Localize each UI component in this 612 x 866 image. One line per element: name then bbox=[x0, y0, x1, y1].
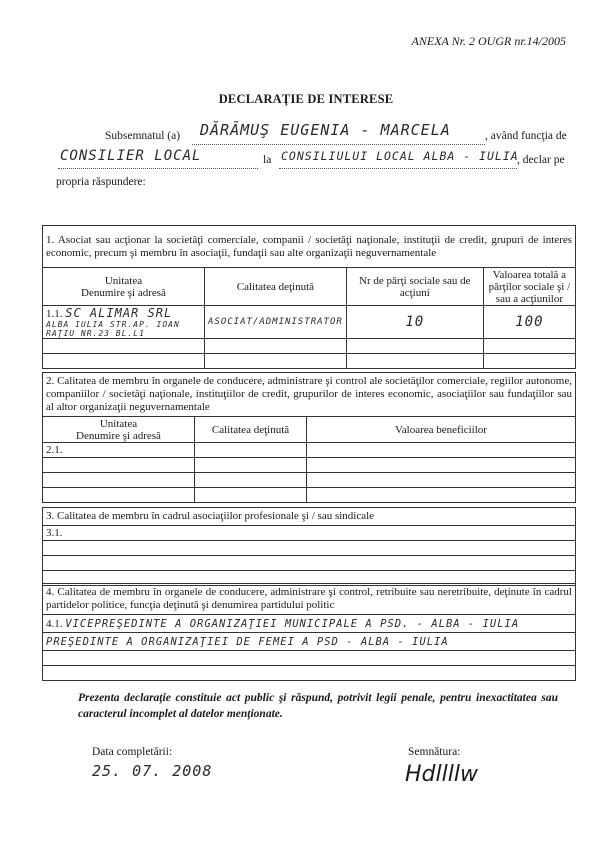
section1-table bbox=[42, 225, 576, 369]
s2-col-unit: Unitatea Denumire şi adresă bbox=[43, 417, 195, 443]
s1-empty-cell bbox=[205, 354, 347, 369]
s1-empty-cell bbox=[205, 339, 347, 354]
s2-empty-cell bbox=[195, 488, 307, 503]
s4-function-1: VICEPREŞEDINTE A ORGANIZAŢIEI MUNICIPALE A PSD. - ALBA - IULIA bbox=[65, 617, 520, 630]
s4-function-2: PREŞEDINTE A ORGANIZAŢIEI DE FEMEI A PSD - ALBA - IULIA bbox=[43, 633, 576, 651]
own-responsibility-label: propria răspundere: bbox=[56, 176, 146, 188]
s1-col-value: Valoarea totală a părţilor sociale şi / sau a acţiunilor bbox=[483, 268, 575, 306]
s2-empty-cell bbox=[43, 458, 195, 473]
s1-empty-cell bbox=[43, 339, 205, 354]
s3-empty-row bbox=[43, 556, 576, 571]
s2-empty-cell bbox=[43, 473, 195, 488]
s2-empty-cell bbox=[307, 488, 576, 503]
s2-row1-unit: 2.1. bbox=[43, 443, 195, 458]
s1-col-shares: Nr de părţi sociale sau de acţiuni bbox=[346, 268, 483, 306]
signature-label: Semnătura: bbox=[408, 746, 461, 758]
s4-row1: 4.1. VICEPREŞEDINTE A ORGANIZAŢIEI MUNICIPALE A PSD. - ALBA - IULIA bbox=[43, 615, 576, 633]
s1-col-unit: Unitatea Denumire şi adresă bbox=[43, 268, 205, 306]
s2-empty-cell bbox=[307, 458, 576, 473]
document-title: DECLARAŢIE DE INTERESE bbox=[218, 92, 394, 106]
subsemnatul-label: Subsemnatul (a) bbox=[105, 130, 181, 142]
section2-table bbox=[42, 372, 576, 503]
s1-empty-cell bbox=[483, 354, 575, 369]
institution-underline bbox=[279, 168, 517, 169]
s1-company-name: SC ALIMAR SRL bbox=[65, 306, 173, 320]
s2-empty-cell bbox=[307, 473, 576, 488]
declarant-name: DĂRĂMUŞ EUGENIA - MARCELA bbox=[200, 121, 451, 139]
s2-empty-cell bbox=[195, 458, 307, 473]
completion-date: 25. 07. 2008 bbox=[92, 762, 213, 780]
institution-value: CONSILIULUI LOCAL ALBA - IULIA bbox=[281, 149, 519, 163]
function-value: CONSILIER LOCAL bbox=[60, 148, 202, 164]
s2-empty-cell bbox=[307, 443, 576, 458]
s1-row1-quality: ASOCIAT/ADMINISTRATOR bbox=[205, 306, 347, 339]
la-label: la bbox=[263, 154, 272, 166]
signature: Hdllllw bbox=[405, 762, 478, 787]
s3-empty-row bbox=[43, 541, 576, 556]
s1-empty-cell bbox=[346, 354, 483, 369]
annex-reference: ANEXA Nr. 2 OUGR nr.14/2005 bbox=[411, 34, 566, 48]
s1-row1-unit: 1.1. SC ALIMAR SRL ALBA IULIA STR.AP. IOAN RAŢIU NR.23 BL.L1 bbox=[43, 306, 205, 339]
section2-title: 2. Calitatea de membru în organele de conducere, administrare şi control ale societăţilor comerciale, regiilor autonome, companiilor / societăţi naţionale, instituţiilor de credit, grupurilor de interes economic, asociaţiilor sau fundaţiilor sau al altor organizaţii neguvernamentale bbox=[43, 373, 576, 417]
s3-row1: 3.1. bbox=[43, 526, 576, 541]
section3-title: 3. Calitatea de membru în cadrul asociaţiilor profesionale şi / sau sindicale bbox=[43, 508, 576, 526]
section4-title: 4. Calitatea de membru în organele de conducere, administrare şi control, retribuite sau neretribuite, deţinute în cadrul partidelor politice, funcţia deţinută şi denumirea partidului politic bbox=[43, 584, 576, 615]
section3-table bbox=[42, 507, 576, 586]
s2-col-benefits: Valoarea beneficiilor bbox=[307, 417, 576, 443]
s1-row1-value: 100 bbox=[483, 306, 575, 339]
legal-statement: Prezenta declaraţie constituie act public şi răspund, potrivit legii penale, pentru inexactitatea sau caracterul incomplet al datelor menţionate. bbox=[78, 692, 558, 720]
s2-col-quality: Calitatea deţinută bbox=[195, 417, 307, 443]
s4-empty-row bbox=[43, 666, 576, 681]
s1-empty-cell bbox=[483, 339, 575, 354]
function-label: , având funcţia de bbox=[485, 130, 567, 142]
date-label: Data completării: bbox=[92, 746, 173, 758]
s1-empty-cell bbox=[43, 354, 205, 369]
s1-col-quality: Calitatea deţinută bbox=[205, 268, 347, 306]
s2-empty-cell bbox=[43, 488, 195, 503]
s2-empty-cell bbox=[195, 443, 307, 458]
s2-empty-cell bbox=[195, 473, 307, 488]
s1-row1-shares: 10 bbox=[346, 306, 483, 339]
s1-empty-cell bbox=[346, 339, 483, 354]
s4-empty-row bbox=[43, 651, 576, 666]
function-underline bbox=[58, 168, 258, 169]
name-underline bbox=[192, 144, 485, 145]
declar-label: , declar pe bbox=[517, 154, 565, 166]
section4-table bbox=[42, 583, 576, 681]
s1-company-address: ALBA IULIA STR.AP. IOAN RAŢIU NR.23 BL.L1 bbox=[46, 320, 180, 338]
section1-title: 1. Asociat sau acţionar la societăţi comerciale, companii / societăţi naţionale, instituţii de credit, grupuri de interes economic, precum şi membru în asociaţii, fundaţii sau alte organizaţii neguvernamentale bbox=[43, 226, 576, 268]
